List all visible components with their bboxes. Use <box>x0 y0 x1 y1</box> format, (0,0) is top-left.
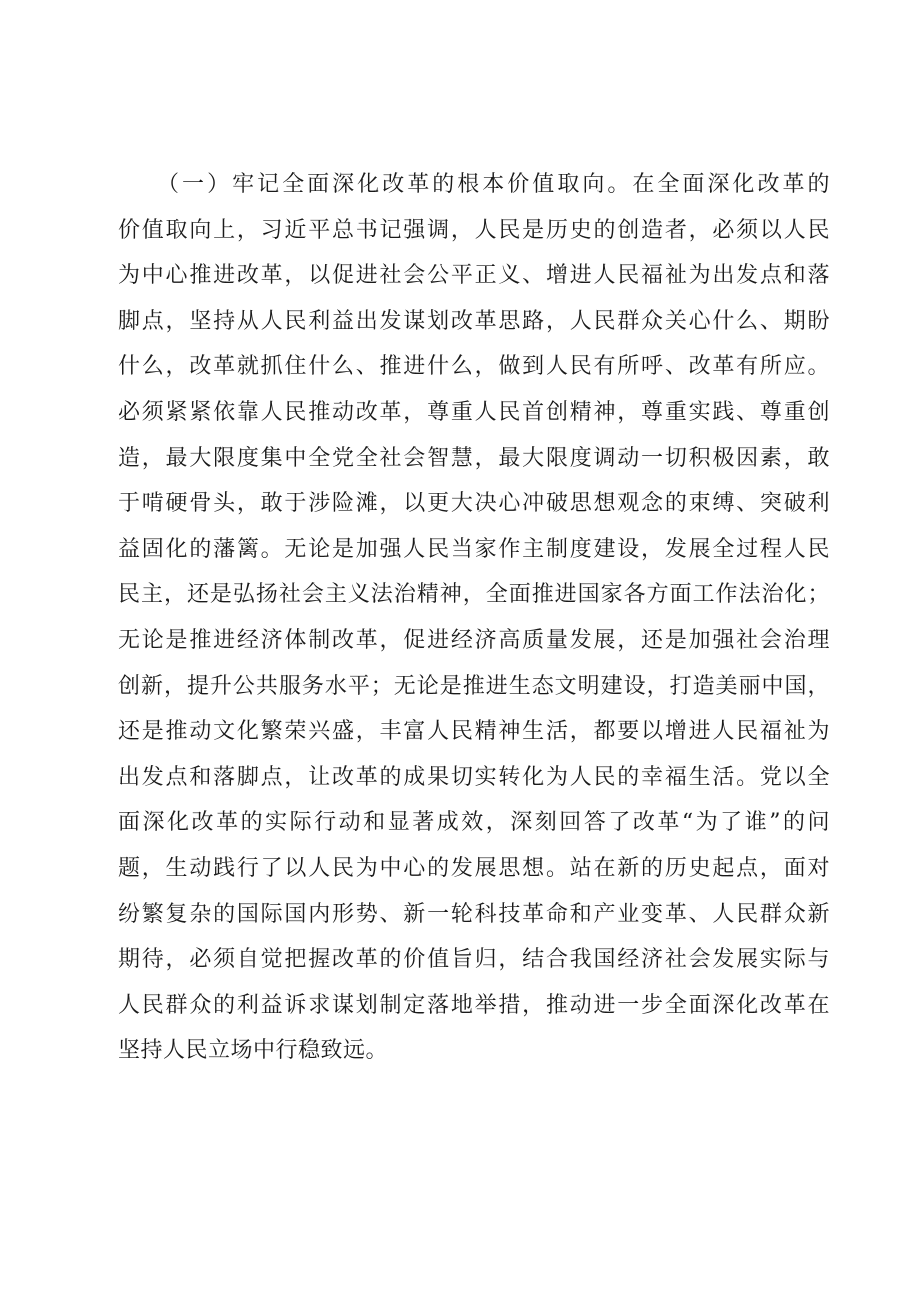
paragraph-line-8: 于啃硬骨头，敢于涉险滩，以更大决心冲破思想观念的束缚、突破利 <box>118 491 830 517</box>
paragraph-line-17: 纷繁复杂的国际国内形势、新一轮科技革命和产业变革、人民群众新 <box>118 901 830 927</box>
paragraph-line-15: 面深化改革的实际行动和显著成效，深刻回答了改革“为了谁”的问 <box>118 810 830 836</box>
paragraph-line-10: 民主，还是弘扬社会主义法治精神，全面推进国家各方面工作法治化； <box>118 582 830 608</box>
paragraph-line-12: 创新，提升公共服务水平；无论是推进生态文明建设，打造美丽中国， <box>118 673 830 699</box>
paragraph-line-5: 什么，改革就抓住什么、推进什么，做到人民有所呼、改革有所应。 <box>118 354 830 380</box>
body-paragraph <box>118 162 830 1074</box>
paragraph-line-19: 人民群众的利益诉求谋划制定落地举措，推动进一步全面深化改革在 <box>118 992 830 1018</box>
paragraph-line-9: 益固化的藩篱。无论是加强人民当家作主制度建设，发展全过程人民 <box>118 536 830 562</box>
paragraph-line-13: 还是推动文化繁荣兴盛，丰富人民精神生活，都要以增进人民福祉为 <box>118 719 830 745</box>
paragraph-line-20: 坚持人民立场中行稳致远。 <box>118 1038 389 1064</box>
paragraph-line-16: 题，生动践行了以人民为中心的发展思想。站在新的历史起点，面对 <box>118 855 830 881</box>
paragraph-line-3: 为中心推进改革，以促进社会公平正义、增进人民福祉为出发点和落 <box>118 263 830 289</box>
paragraph-line-7: 造，最大限度集中全党全社会智慧，最大限度调动一切积极因素，敢 <box>118 445 830 471</box>
paragraph-line-11: 无论是推进经济体制改革，促进经济高质量发展，还是加强社会治理 <box>118 627 830 653</box>
paragraph-line-14: 出发点和落脚点，让改革的成果切实转化为人民的幸福生活。党以全 <box>118 764 830 790</box>
paragraph-line-4: 脚点，坚持从人民利益出发谋划改革思路，人民群众关心什么、期盼 <box>118 308 830 334</box>
paragraph-line-1: （一）牢记全面深化改革的根本价值取向。在全面深化改革的 <box>118 172 830 197</box>
paragraph-line-6: 必须紧紧依靠人民推动改革，尊重人民首创精神，尊重实践、尊重创 <box>118 399 830 425</box>
paragraph-line-18: 期待，必须自觉把握改革的价值旨归，结合我国经济社会发展实际与 <box>118 947 830 973</box>
paragraph-line-2: 价值取向上，习近平总书记强调，人民是历史的创造者，必须以人民 <box>118 217 830 243</box>
